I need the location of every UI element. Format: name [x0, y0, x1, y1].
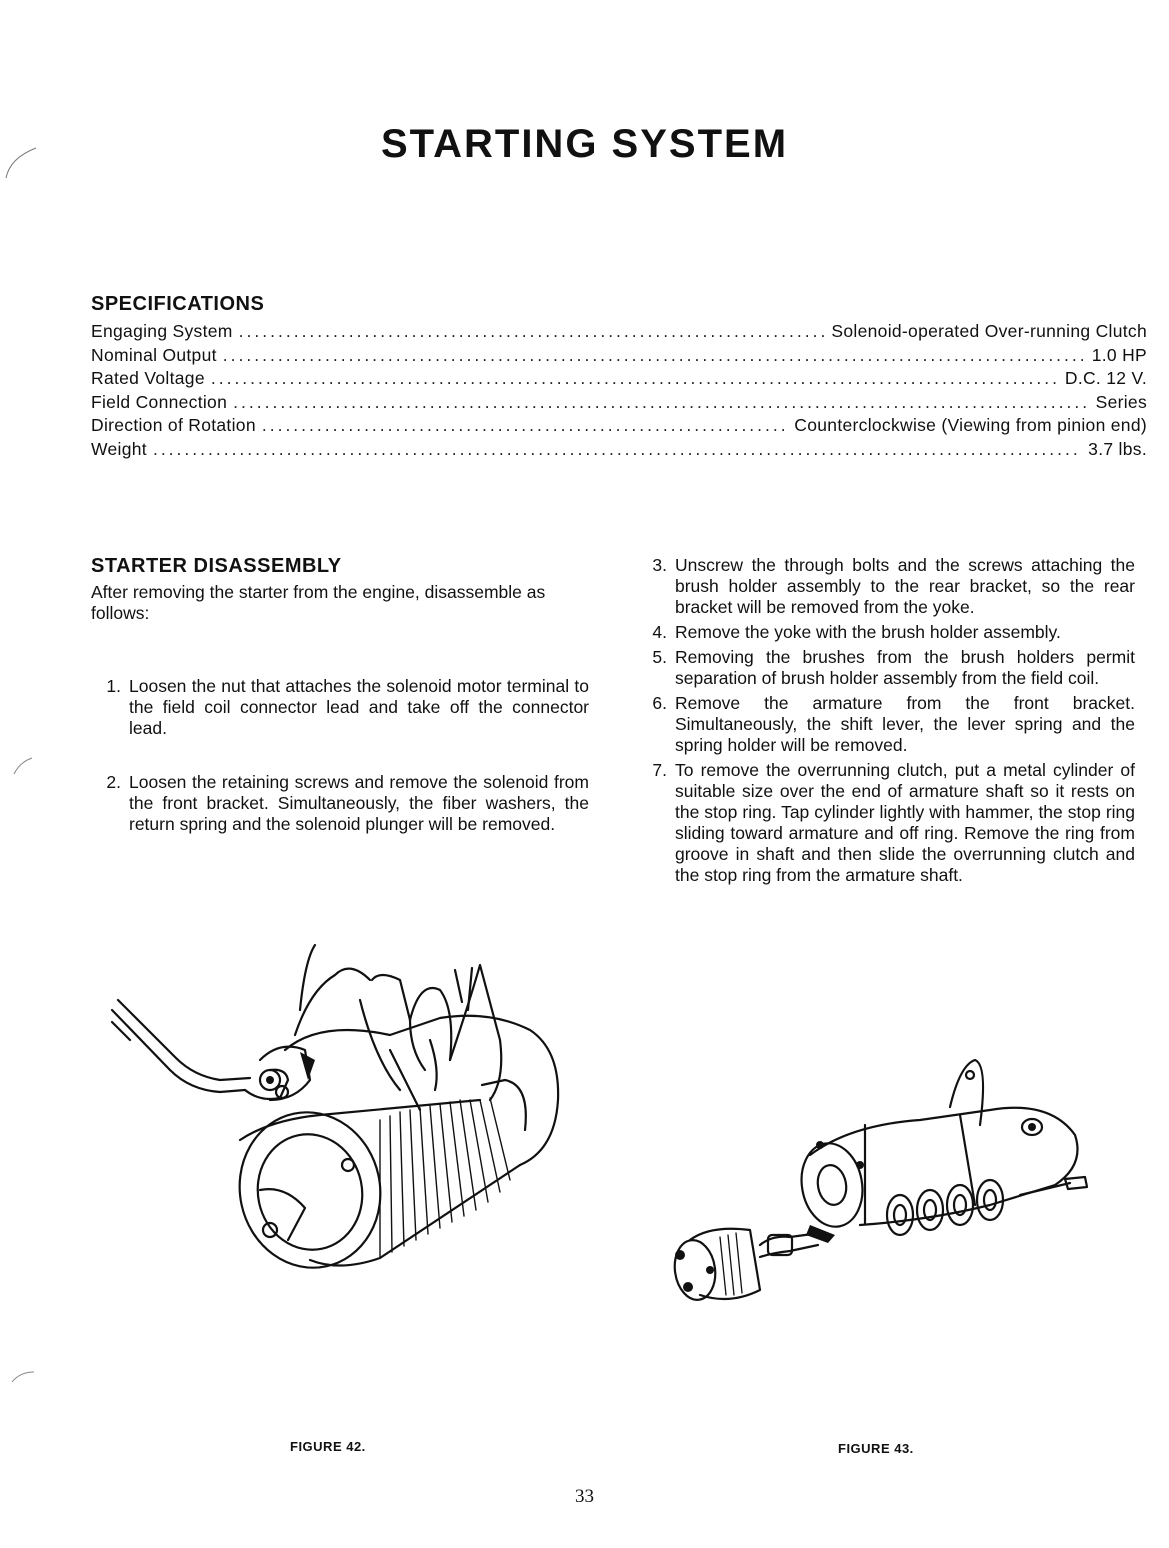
figure-43-illustration: [660, 1055, 1100, 1305]
spec-value: Solenoid-operated Over-running Clutch: [831, 321, 1147, 341]
disassembly-intro: After removing the starter from the engine, disassemble as follows:: [91, 582, 546, 623]
disassembly-heading: STARTER DISASSEMBLY: [91, 555, 342, 577]
step-text: Unscrew the through bolts and the screws attaching the brush holder assembly to the rear bracket, so the rear bracket will be removed from the yoke.: [675, 555, 1135, 617]
step-text: To remove the overrunning clutch, put a metal cylinder of suitable size over the end of armature shaft so it rests on the stop ring. Tap cylinder lightly with hammer, the stop ring sliding toward armature and off ring. Remove the ring from groove in shaft and then slide the overrunning clutch and the stop ring from the armature shaft.: [675, 760, 1135, 885]
step-item: [99, 676, 589, 739]
spec-row: [91, 391, 1147, 415]
step-text: Loosen the retaining screws and remove the solenoid from the front bracket. Simultaneously, the fiber washers, the return spring and the solenoid plunger will be removed.: [129, 772, 589, 834]
step-number: 4.: [652, 622, 667, 642]
leader-dots: [239, 320, 826, 344]
figure-42-illustration: [110, 940, 580, 1310]
step-text: Removing the brushes from the brush holders permit separation of brush holder assembly from the field coil.: [675, 647, 1135, 688]
spec-row: [91, 438, 1147, 462]
page-number: 33: [575, 1486, 594, 1507]
leader-dots: [153, 438, 1082, 462]
step-item: [645, 622, 1135, 643]
step-item: [645, 555, 1135, 618]
spec-label: Field Connection: [91, 391, 228, 412]
step-number: 3.: [652, 555, 667, 575]
leader-dots: [223, 344, 1086, 368]
step-text: Remove the yoke with the brush holder assembly.: [675, 622, 1061, 642]
step-item: [645, 760, 1135, 886]
spec-value: 3.7 lbs.: [1088, 438, 1147, 459]
specifications-heading: SPECIFICATIONS: [91, 293, 265, 315]
figure-43-caption: FIGURE 43.: [838, 1441, 914, 1456]
disassembly-left-column: [91, 555, 589, 835]
spec-value: Series: [1095, 391, 1147, 412]
page-title: STARTING SYSTEM: [380, 122, 789, 166]
step-item: [645, 693, 1135, 756]
figure-42-caption: FIGURE 42.: [290, 1439, 366, 1454]
spec-row: [91, 414, 1147, 438]
step-number: 1.: [106, 676, 121, 696]
spec-label: Rated Voltage: [91, 368, 205, 388]
step-item: [99, 772, 589, 835]
leader-dots: [262, 414, 788, 438]
disassembly-right-column: [645, 555, 1135, 890]
spec-label: Engaging System: [91, 321, 233, 341]
margin-mark: [0, 750, 40, 780]
step-number: 6.: [652, 693, 667, 713]
spec-row: [91, 320, 1147, 344]
spec-label: Weight: [91, 438, 147, 459]
spec-label: Nominal Output: [91, 344, 217, 365]
spec-value: D.C. 12 V.: [1064, 368, 1147, 388]
step-text: Loosen the nut that attaches the solenoid motor terminal to the field coil connector lead and take off the connector lead.: [129, 676, 589, 738]
spec-value: 1.0 HP: [1091, 344, 1147, 365]
spec-row: [91, 367, 1147, 391]
spec-value: Counterclockwise (Viewing from pinion end): [794, 415, 1147, 435]
step-number: 7.: [652, 760, 667, 780]
leader-dots: [233, 391, 1089, 415]
step-number: 2.: [106, 772, 121, 792]
step-text: Remove the armature from the front bracket. Simultaneously, the shift lever, the lever spring and the spring holder will be removed.: [675, 693, 1135, 755]
specifications-section: [91, 293, 1147, 461]
step-number: 5.: [652, 647, 667, 667]
spec-row: [91, 344, 1147, 368]
spec-label: Direction of Rotation: [91, 415, 256, 435]
margin-mark: [0, 1360, 40, 1390]
step-item: [645, 647, 1135, 689]
leader-dots: [211, 367, 1059, 391]
